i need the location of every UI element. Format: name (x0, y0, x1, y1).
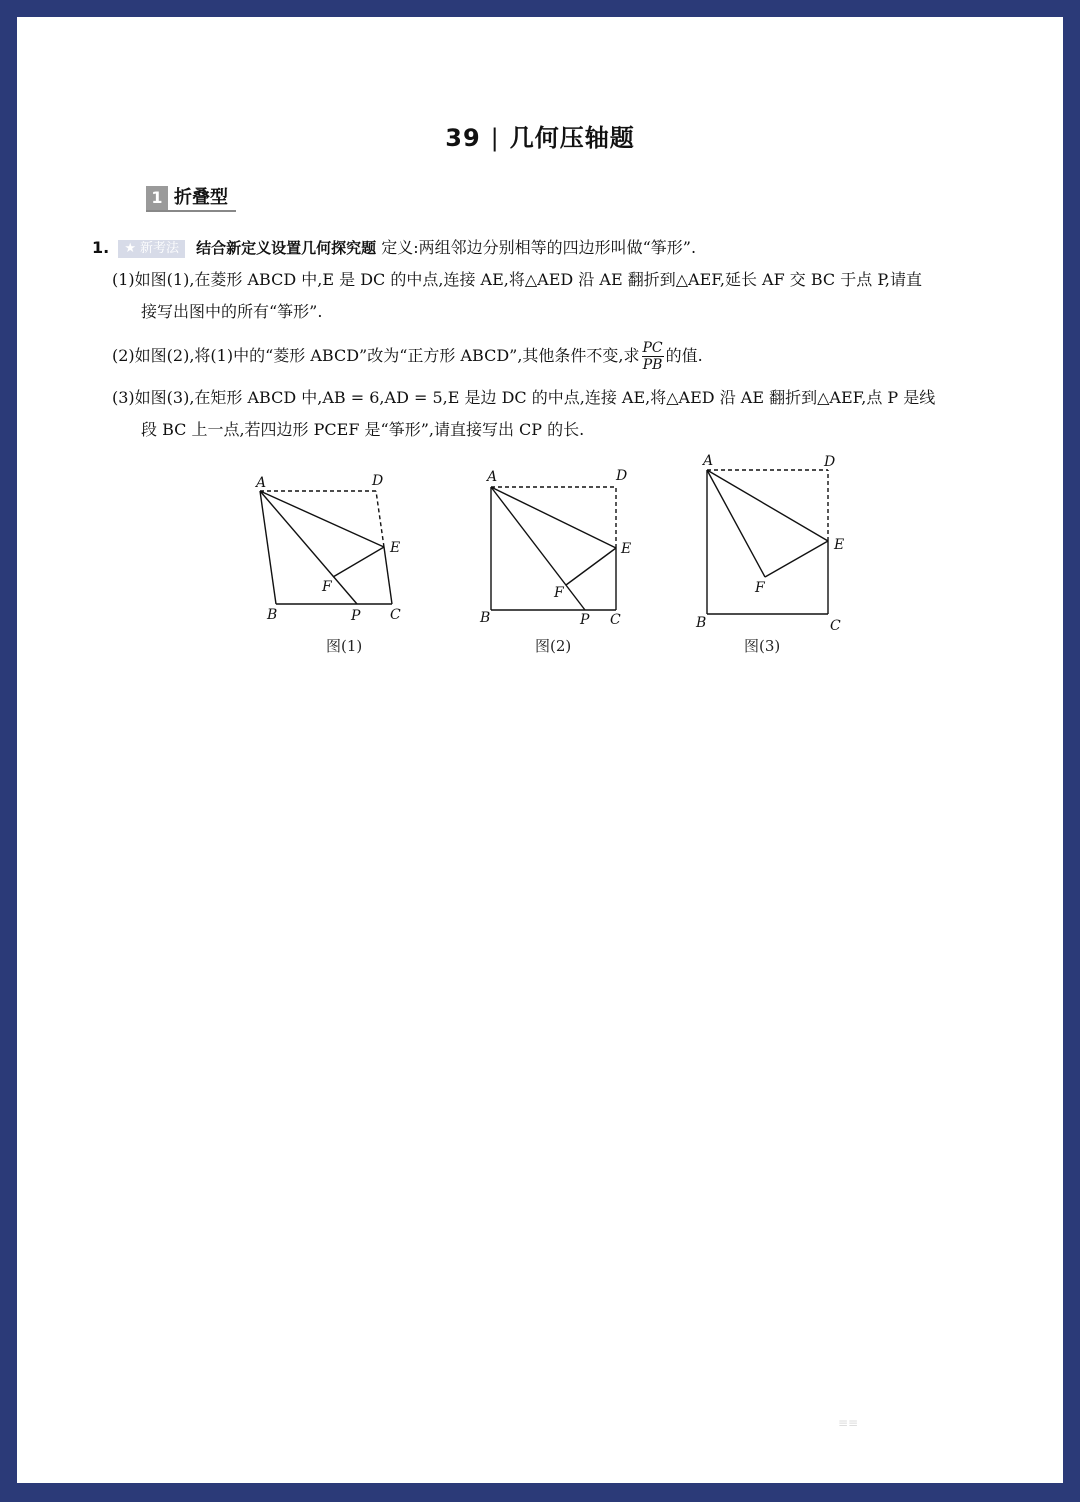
section-label: 折叠型 (174, 187, 228, 208)
fig2-label-e: E (621, 541, 632, 557)
star-icon: ★ (124, 241, 136, 256)
fig1-side-ab (260, 491, 276, 604)
fig2-label-d: D (616, 468, 628, 484)
fig2-label-f: F (554, 585, 564, 601)
part3-line1: (3)如图(3),在矩形 ABCD 中,AB = 6,AD = 5,E 是边 DC 的中点,连接 AE,将△AED 沿 AE 翻折到△AEF,点 P 是线 (112, 388, 936, 407)
fraction-denominator: PB (642, 357, 663, 373)
title-number: 39 (445, 124, 481, 152)
fig1-label-e: E (390, 540, 401, 556)
fig3-seg-ae (707, 470, 828, 541)
title-text: 几何压轴题 (509, 124, 635, 152)
fig1-label-c: C (390, 607, 401, 623)
fig2-label-p: P (580, 612, 590, 628)
question-topic: 结合新定义设置几何探究题 (196, 239, 377, 257)
section-number-badge: 1 (146, 186, 168, 210)
fig2-label-a: A (487, 469, 498, 485)
part3-line2: 段 BC 上一点,若四边形 PCEF 是“筝形”,请直接写出 CP 的长. (141, 420, 585, 439)
fig2-label-b: B (480, 610, 491, 626)
fig3-label-e: E (834, 537, 845, 553)
fig1-seg-ef (333, 547, 384, 577)
part1-line2: 接写出图中的所有“筝形”. (141, 302, 323, 321)
fig3-label-d: D (824, 454, 836, 470)
part1-line1: (1)如图(1),在菱形 ABCD 中,E 是 DC 的中点,连接 AE,将△AED 沿 AE 翻折到△AEF,延长 AF 交 BC 于点 P,请直 (112, 270, 922, 289)
title-separator: | (490, 124, 500, 152)
part2-end: 的值. (665, 346, 703, 365)
figure-3-labels (695, 453, 844, 634)
fig1-label-p: P (351, 608, 361, 624)
part2-text: (2)如图(2),将(1)中的“菱形 ABCD”改为“正方形 ABCD”,其他条件不变,求 (112, 346, 640, 365)
fig2-seg-ae (491, 487, 616, 548)
question-number: 1. (92, 238, 110, 257)
fig1-label-a: A (256, 475, 267, 491)
fig3-label-f: F (755, 580, 765, 596)
fig3-seg-ef (765, 541, 828, 577)
fig2-label-c: C (610, 612, 621, 628)
fig3-label-c: C (830, 618, 841, 634)
fraction-numerator: PC (642, 340, 663, 356)
fig3-seg-af (707, 470, 765, 577)
fig1-side-ed-dashed (376, 491, 384, 547)
fig3-label-a: A (703, 453, 714, 469)
watermark: ≡≡ (838, 1416, 859, 1430)
tag-label: 新考法 (139, 241, 179, 256)
fig1-seg-ae (260, 491, 384, 547)
fig2-seg-ef (566, 548, 616, 585)
fig1-seg-ap (260, 491, 357, 604)
fig1-label-d: D (372, 473, 384, 489)
figure-3 (707, 470, 828, 614)
fig2-caption: 图(2) (535, 637, 572, 655)
fig2-seg-ap (491, 487, 585, 610)
fig1-caption: 图(1) (326, 637, 363, 655)
fig3-label-b: B (696, 615, 707, 631)
fig3-caption: 图(3) (744, 637, 781, 655)
fig1-label-f: F (322, 579, 332, 595)
fig1-label-b: B (267, 607, 278, 623)
question-intro: 定义:两组邻边分别相等的四边形叫做“筝形”. (381, 238, 697, 257)
